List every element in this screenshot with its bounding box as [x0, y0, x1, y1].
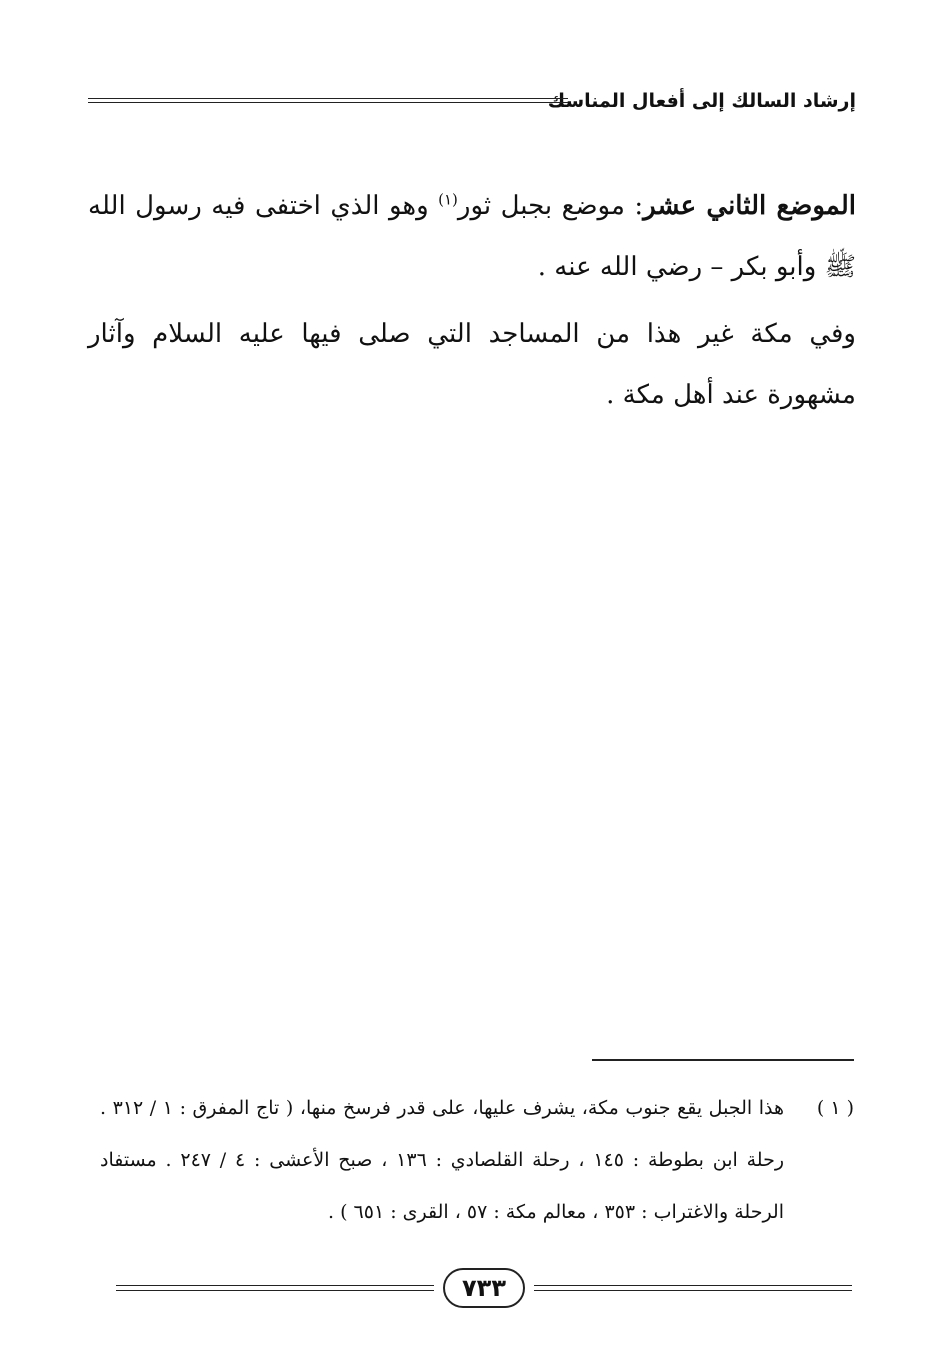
paragraph-1-text-a: : موضع بجبل ثور [457, 191, 644, 221]
footnote-number: ( ١ ) [816, 1097, 854, 1119]
footnote-separator [592, 1059, 854, 1061]
footnote-text: هذا الجبل يقع جنوب مكة، يشرف عليها، على قدر فرسخ منها، ( تاج المفرق : ١ / ٣١٢ . رحلة ابن بطوطة : ١٤٥ ، رحلة القلصادي : ١٣٦ ، صبح الأعشى : ٤ / ٢٤٧ . مستفاد الرحلة والاغتراب : ٣٥٣ ، معالم مكة : ٥٧ ، القرى : ٦٥١ ) . [100, 1097, 784, 1223]
page-footer [116, 1268, 852, 1314]
paragraph-1-text-b: وهو الذي اختفى فيه رسول الله ﷺ وأبو بكر – رضي الله عنه . [88, 191, 856, 282]
footnotes [100, 1082, 854, 1238]
body-text [88, 176, 856, 432]
page-number: ٧٣٣ [443, 1268, 525, 1308]
footnote-item [100, 1082, 854, 1238]
paragraph-1 [88, 176, 856, 298]
running-title: إرشاد السالك إلى أفعال المناسك [547, 90, 856, 112]
paragraph-2: وفي مكة غير هذا من المساجد التي صلى فيها عليه السلام وآثار مشهورة عند أهل مكة . [88, 319, 856, 410]
section-lead: الموضع الثاني عشر [643, 191, 856, 221]
header-rule [88, 98, 568, 103]
footnote-ref-1[interactable]: (١) [438, 190, 458, 209]
footer-rule-right [534, 1285, 852, 1291]
running-header [88, 86, 856, 122]
footer-rule-left [116, 1285, 434, 1291]
